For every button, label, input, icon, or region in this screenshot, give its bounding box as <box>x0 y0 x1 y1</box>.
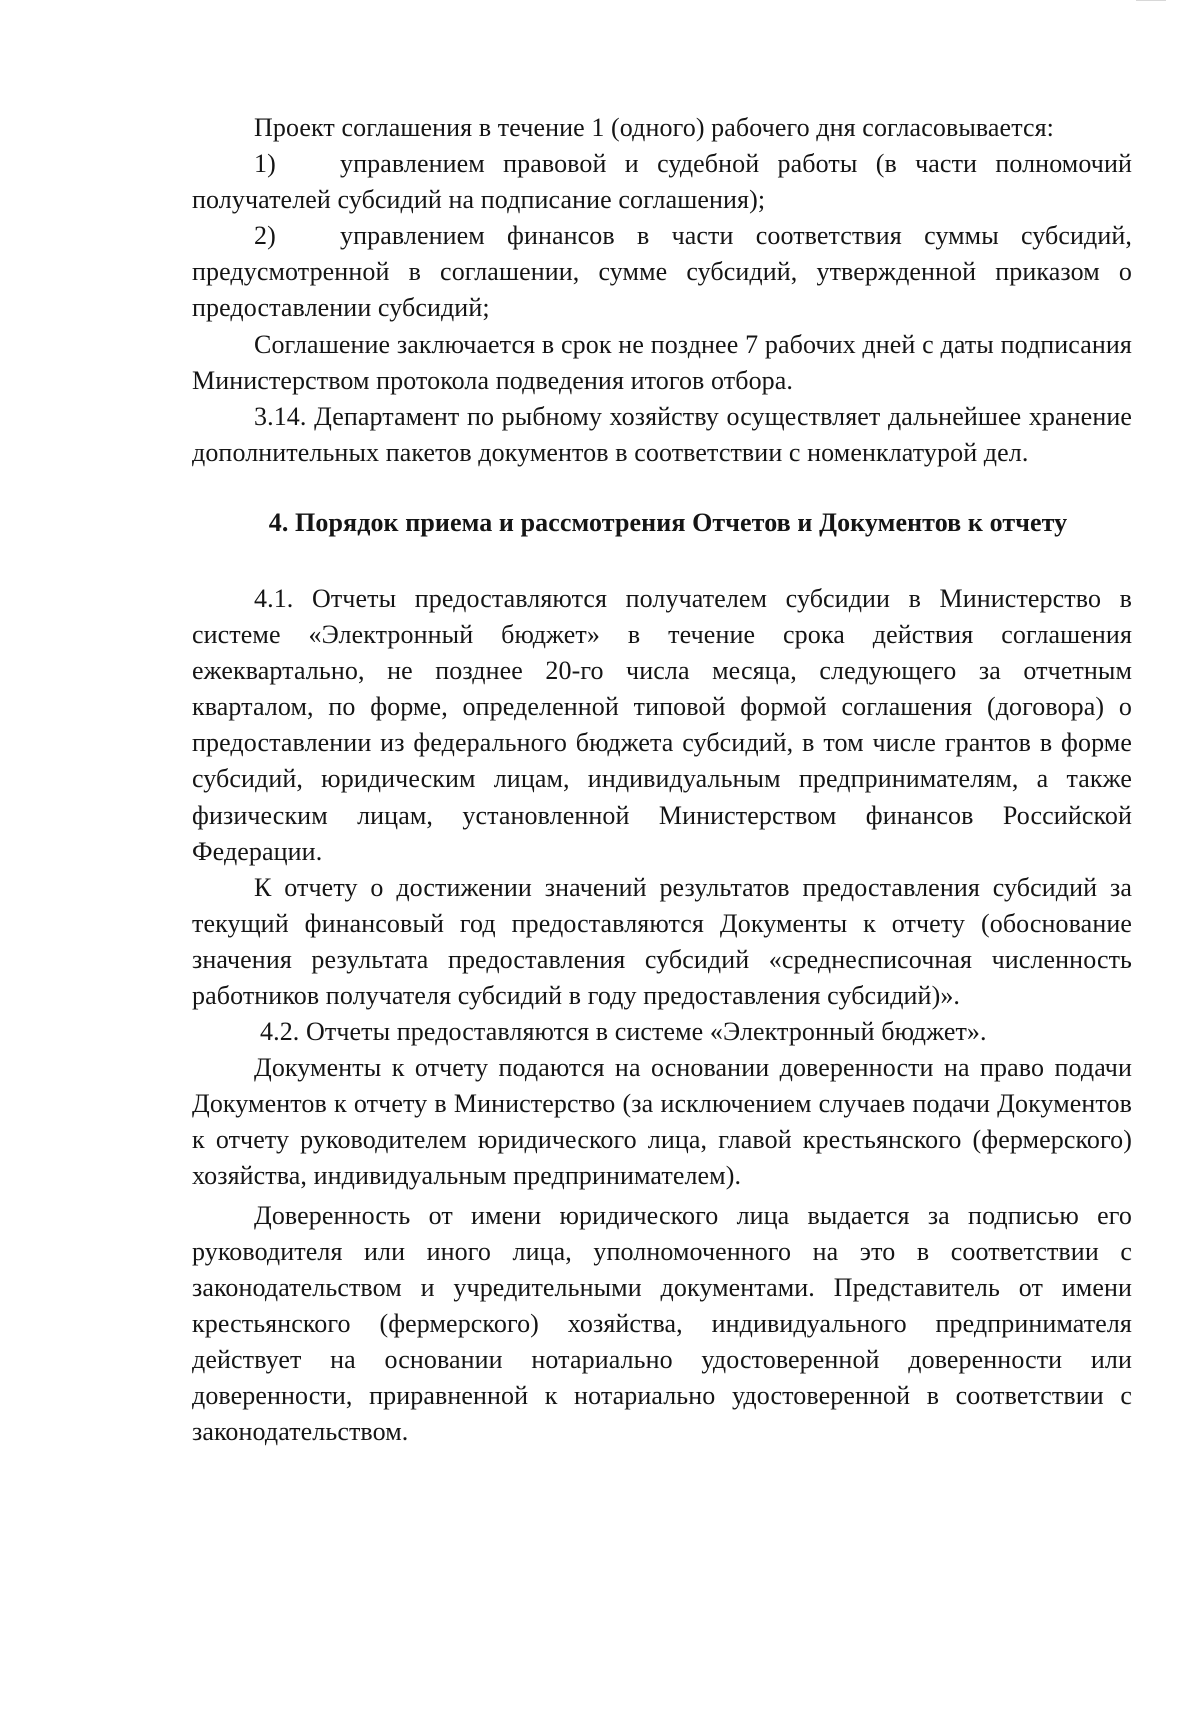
paragraph-attorney-issuance: Доверенность от имени юридического лица выдается за подписью его руководителя или иного лица, уполномоченного на это в соответствии с законодательством и учредительными документами. Представитель от имени крестьянского (фермерского) хозяйства, индивидуального предпринимателя действует на основании нотариально удостоверенной доверенности или доверенности, приравненной к нотариально удостоверенной в соответствии с законодательством. <box>192 1200 1132 1447</box>
paragraph-4-1: 4.1. Отчеты предоставляются получателем субсидии в Министерство в системе «Электронный бюджет» в течение срока действия соглашения ежеквартально, не позднее 20-го числа месяца, следующего за отчетным кварталом, по форме, определенной типовой формой соглашения (договора) о предоставлении из федерального бюджета субсидий, в том числе грантов в форме субсидий, юридическим лицам, индивидуальным предпринимателям, а также физическим лицам, установленной Министерством финансов Российской Федерации. <box>192 583 1132 866</box>
list-item-text: управлением правовой и судебной работы (в части полномочий получателей субсидий на подписание соглашения); <box>192 149 1132 215</box>
paragraph-approval-intro: Проект соглашения в течение 1 (одного) рабочего дня согласовывается: <box>254 113 1055 142</box>
list-item-text: управлением финансов в части соответствия суммы субсидий, предусмотренной в соглашении, сумме субсидий, утвержденной приказом о предоставлении субсидий; <box>192 221 1132 323</box>
paragraph-4-2: 4.2. Отчеты предоставляются в системе «Электронный бюджет». <box>260 1017 987 1047</box>
paragraph-power-of-attorney: Документы к отчету подаются на основании доверенности на право подачи Документов к отчету в Министерство (за исключением случаев подачи Документов к отчету руководителем юридического лица, главой крестьянского (фермерского) хозяйства, индивидуальным предпринимателем). <box>192 1053 1132 1191</box>
paragraph-agreement-term: Соглашение заключается в срок не позднее 7 рабочих дней с даты подписания Министерством протокола подведения итогов отбора. <box>192 329 1132 395</box>
document-body <box>192 110 1132 1450</box>
scan-edge-mark <box>1136 0 1166 4</box>
paragraph-report-documents: К отчету о достижении значений результатов предоставления субсидий за текущий финансовый год предоставляются Документы к отчету (обоснование значения результата предоставления субсидий «среднесписочная численность работников получателя субсидий в году предоставления субсидий)». <box>192 872 1132 1010</box>
paragraph-3-14: 3.14. Департамент по рыбному хозяйству осуществляет дальнейшее хранение дополнительных пакетов документов в соответствии с номенклатурой дел. <box>192 401 1132 467</box>
list-item-2 <box>192 218 1132 326</box>
list-item-1 <box>192 146 1132 218</box>
section-heading: 4. Порядок приема и рассмотрения Отчетов и Документов к отчету <box>268 507 1068 537</box>
list-item-number: 2) <box>254 221 276 251</box>
list-item-number: 1) <box>254 149 276 179</box>
